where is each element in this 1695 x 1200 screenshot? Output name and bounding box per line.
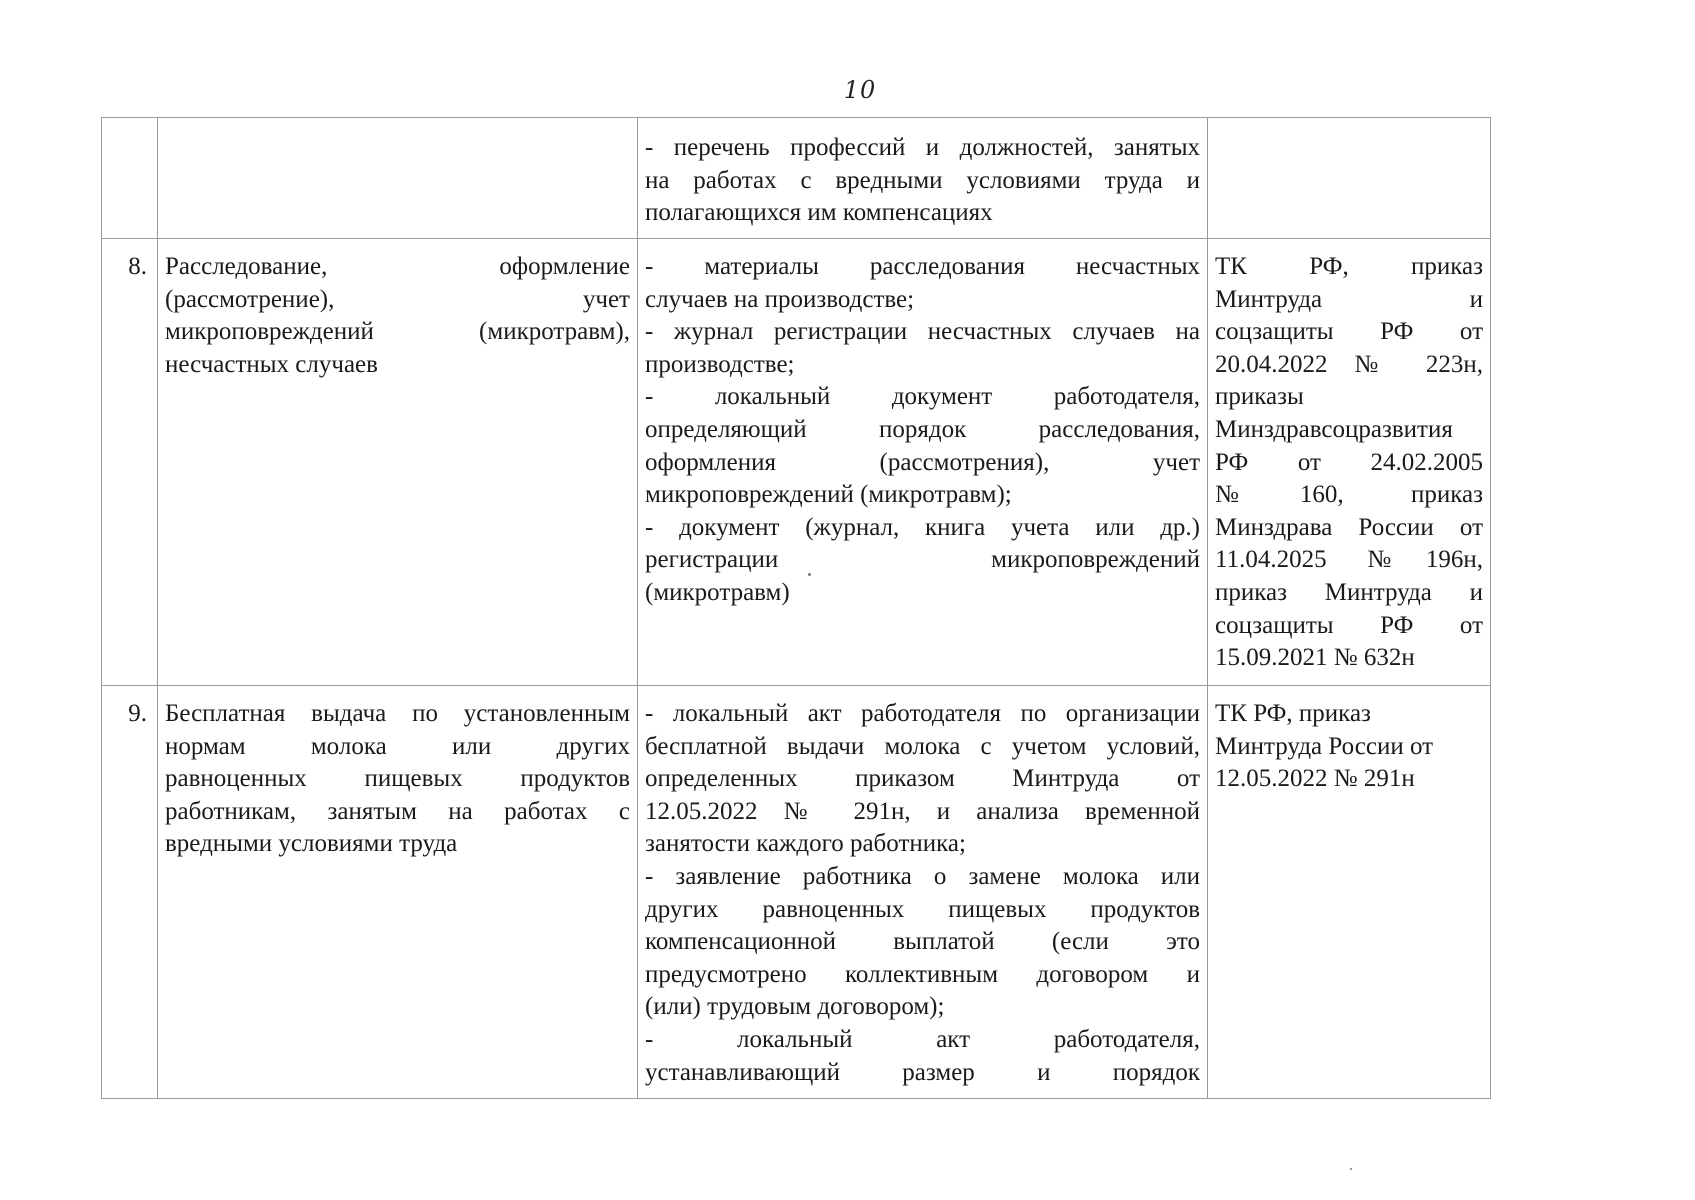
documents-line: - локальный акт работодателя по организации (645, 700, 1200, 727)
basis-line: 12.05.2022 № 291н (1215, 765, 1415, 793)
item-name-line: равноценных пищевых продуктов (165, 765, 630, 793)
documents-cell (638, 686, 1208, 1099)
basis-line: приказ Минтруда и (1215, 578, 1483, 606)
documents-line: регистрации микроповреждений (645, 546, 1200, 574)
documents-line: - перечень профессий и должностей, занятых (645, 134, 1200, 161)
documents-line: на работах с вредными условиями труда и (645, 166, 1200, 194)
documents-line: производстве; (645, 350, 795, 378)
basis-line: Минтруда и (1215, 285, 1483, 313)
documents-line: - документ (журнал, книга учета или др.) (645, 513, 1200, 541)
documents-line: - материалы расследования несчастных (645, 253, 1200, 280)
item-name-line: Бесплатная выдача по установленным (165, 700, 630, 727)
documents-line: занятости каждого работника; (645, 830, 966, 858)
row-number-cell (102, 118, 158, 239)
table-row-8 (102, 239, 1491, 686)
documents-line: (или) трудовым договором); (645, 993, 945, 1021)
item-name-line: микроповреждений (микротравм), (165, 318, 630, 346)
documents-line: предусмотрено коллективным договором и (645, 960, 1200, 988)
item-name-cell (158, 118, 638, 239)
documents-line: полагающихся им компенсациях (645, 199, 993, 227)
documents-line: определенных приказом Минтруда от (645, 765, 1200, 793)
basis-line: РФ от 24.02.2005 (1215, 448, 1483, 476)
item-name-line: Расследование, оформление (165, 253, 630, 280)
item-name-cell (158, 686, 638, 1099)
item-name-line: (рассмотрение), учет (165, 285, 630, 313)
documents-line: устанавливающий размер и порядок (645, 1058, 1200, 1086)
item-name-line: вредными условиями труда (165, 830, 458, 858)
documents-line: - локальный документ работодателя, (645, 383, 1200, 411)
documents-line: других равноценных пищевых продуктов (645, 895, 1200, 923)
basis-line: 15.09.2021 № 632н (1215, 644, 1415, 672)
documents-cell (638, 239, 1208, 686)
basis-line: соцзащиты РФ от (1215, 611, 1483, 639)
row-number-cell: 9. (102, 686, 158, 1099)
scan-speck (1350, 1168, 1352, 1170)
page-number: 10 (843, 76, 877, 104)
item-name-cell (158, 239, 638, 686)
basis-cell (1208, 118, 1491, 239)
basis-line: 20.04.2022 № 223н, (1215, 350, 1483, 378)
document-table (101, 117, 1491, 1099)
documents-line: микроповреждений (микротравм); (645, 481, 1012, 509)
documents-cell (638, 118, 1208, 239)
table-row-continuation (102, 118, 1491, 239)
documents-line: бесплатной выдачи молока с учетом условий, (645, 732, 1200, 760)
basis-cell (1208, 686, 1491, 1099)
basis-line: ТК РФ, приказ (1215, 253, 1483, 280)
scan-speck (808, 573, 811, 576)
item-name-line: несчастных случаев (165, 350, 378, 378)
row-number-cell: 8. (102, 239, 158, 686)
item-name-line: работникам, занятым на работах с (165, 797, 630, 825)
basis-line: Минздравсоцразвития (1215, 415, 1453, 443)
documents-line: компенсационной выплатой (если это (645, 928, 1200, 956)
basis-line: Минтруда России от (1215, 732, 1434, 760)
documents-line: - журнал регистрации несчастных случаев на (645, 318, 1200, 346)
documents-line: 12.05.2022 № 291н, и анализа временной (645, 797, 1200, 825)
basis-line: приказы (1215, 383, 1304, 411)
documents-line: (микротравм) (645, 578, 790, 606)
basis-line: 11.04.2025 №196н, (1215, 546, 1483, 574)
documents-line: определяющий порядок расследования, (645, 415, 1200, 443)
documents-line: - локальный акт работодателя, (645, 1025, 1200, 1053)
basis-line: №160, приказ (1215, 481, 1483, 509)
documents-line: оформления (рассмотрения), учет (645, 448, 1200, 476)
documents-line: случаев на производстве; (645, 285, 915, 313)
basis-cell (1208, 239, 1491, 686)
table-row-9 (102, 686, 1491, 1099)
basis-line: Минздрава России от (1215, 513, 1483, 541)
basis-line: ТК РФ, приказ (1215, 700, 1371, 727)
documents-line: - заявление работника о замене молока или (645, 862, 1200, 890)
basis-line: соцзащиты РФ от (1215, 318, 1483, 346)
item-name-line: нормам молока или других (165, 732, 630, 760)
